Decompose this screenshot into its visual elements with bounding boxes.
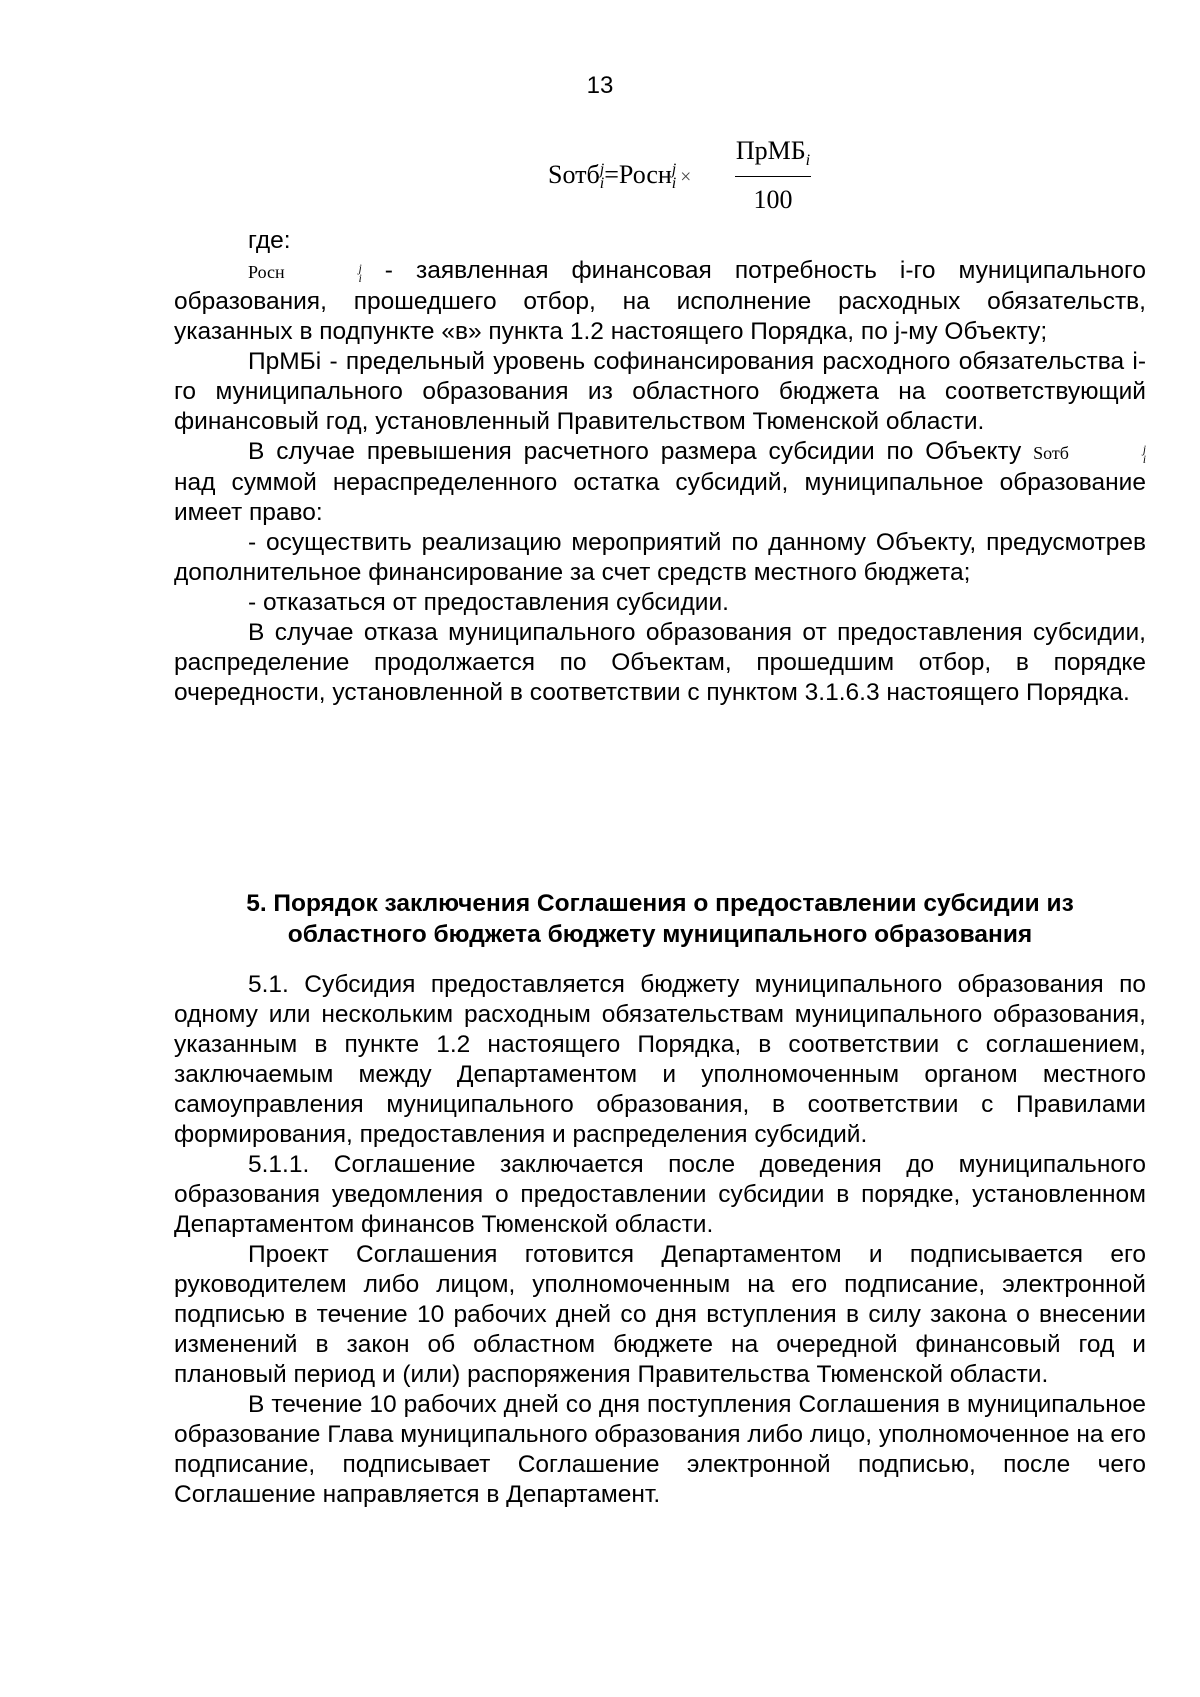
formula-fraction	[735, 136, 811, 215]
formula-rosn-sup: j	[671, 160, 677, 178]
rosn-definition-text: - заявленная финансовая потребность i-го муниципального образования, прошедшего отбор, на исполнение расходных обязательств, указанных в подпункте «в» пункта 1.2 настоящего Порядка, по j-му Объекту;	[174, 257, 1146, 345]
formula-denominator: 100	[753, 185, 793, 215]
paragraph-within-10-days: В течение 10 рабочих дней со дня поступления Соглашения в муниципальное образование Глава муниципального образования либо лицо, уполномоченное на его подписание, подписывает Соглашение электронной подписью, после чего Соглашение направляется в Департамент.	[174, 1391, 1146, 1508]
excess-intro: В случае превышения расчетного размера субсидии по Объекту Sотб j i над суммой нераспределенного остатка субсидий, муниципальное образование имеет право:	[174, 438, 1146, 526]
formula-rosn-base: Росн	[618, 160, 672, 189]
paragraph-5-1: 5.1. Субсидия предоставляется бюджету муниципального образования по одному или нескольким расходным обязательствам муниципального образования, указанным в пункте 1.2 настоящего Порядка, в соответствии с соглашением, заключаемым между Департаментом и уполномоченным органом местного самоуправления муниципального образования, в соответствии с Правилами формирования, предоставления и распределения субсидий.	[174, 971, 1146, 1148]
formula-sotb-sub: i	[599, 175, 605, 193]
section-5-heading	[174, 888, 1146, 950]
section-5-body	[174, 970, 1146, 1510]
formula-numerator	[735, 136, 811, 177]
page-number: 13	[586, 72, 614, 99]
prmb-definition: ПрМБi - предельный уровень софинансирования расходного обязательства i-го муниципального образования из областного бюджета на соответствующий финансовый год, установленный Правительством Тюменской области.	[174, 348, 1146, 435]
sotb-symbol: Sотб j i	[1033, 443, 1146, 466]
formula-rosn-sub: i	[671, 175, 677, 193]
option-implement: - осуществить реализацию мероприятий по данному Объекту, предусмотрев дополнительное финансирование за счет средств местного бюджета;	[174, 529, 1146, 586]
formula-sotb-sup: j	[599, 160, 605, 178]
paragraph-project: Проект Соглашения готовится Департаментом и подписывается его руководителем либо лицом, уполномоченным на его подписание, электронной подписью в течение 10 рабочих дней со дня вступления в силу закона о внесении изменений в закон об областном бюджете на очередной финансовый год и плановый период и (или) распоряжения Правительства Тюменской области.	[174, 1241, 1146, 1388]
definitions-block	[174, 226, 1146, 708]
formula-lhs	[548, 160, 695, 192]
section-5-heading-line1: 5. Порядок заключения Соглашения о предоставлении субсидии из	[246, 890, 1074, 917]
where-label: где:	[248, 227, 291, 254]
option-refuse: - отказаться от предоставления субсидии.	[248, 589, 729, 616]
rosn-symbol: Росн j i	[248, 262, 362, 285]
paragraph-5-1-1: 5.1.1. Соглашение заключается после доведения до муниципального образования уведомления о предоставлении субсидии в порядке, установленном Департаментом финансов Тюменской области.	[174, 1151, 1146, 1238]
refusal-paragraph: В случае отказа муниципального образования от предоставления субсидии, распределение продолжается по Объектам, прошедшим отбор, в порядке очередности, установленной в соответствии с пунктом 3.1.6.3 настоящего Порядка.	[174, 619, 1146, 706]
rosn-definition	[174, 256, 1146, 347]
formula-prmb: ПрМБ	[735, 136, 806, 165]
formula-times: ×	[680, 167, 692, 188]
formula-equals: =	[604, 160, 619, 189]
section-5-heading-line2: областного бюджета бюджету муниципального образования	[287, 921, 1033, 948]
formula-prmb-sub: i	[805, 152, 811, 170]
formula-sotb-base: Sотб	[548, 160, 600, 189]
